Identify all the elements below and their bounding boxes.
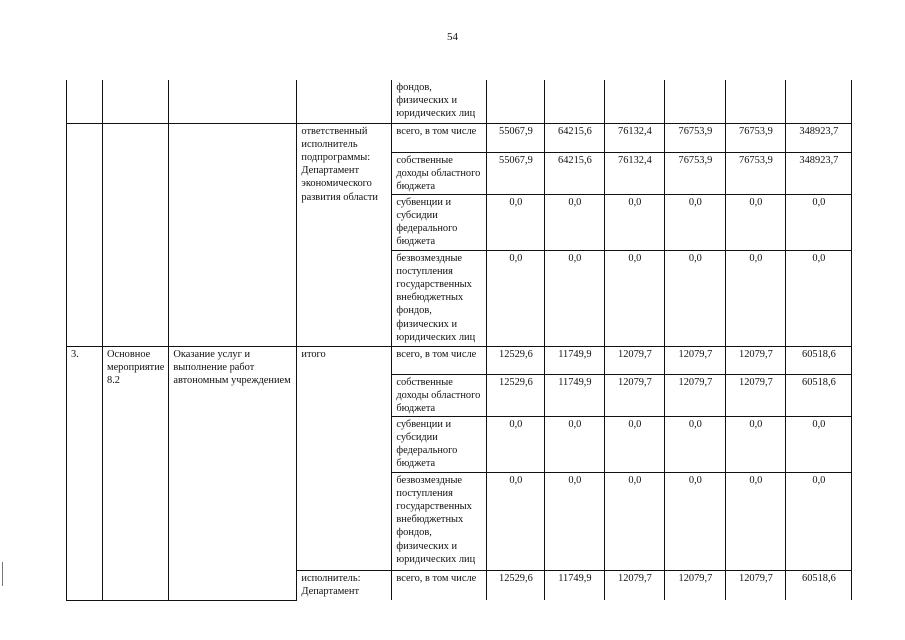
value-cell: 12529,6 — [487, 374, 545, 416]
source-cell: субвенции и субсидии федерального бюджета — [392, 416, 487, 472]
value-cell: 64215,6 — [545, 123, 605, 152]
value-cell — [665, 80, 726, 123]
executor-cell: исполнитель: Департамент — [297, 570, 392, 600]
value-cell: 0,0 — [665, 416, 726, 472]
value-cell: 0,0 — [605, 194, 665, 250]
value-cell: 0,0 — [786, 416, 852, 472]
value-cell: 0,0 — [726, 472, 786, 570]
value-cell: 12079,7 — [665, 346, 726, 374]
value-cell: 348923,7 — [786, 123, 852, 152]
table-row — [67, 123, 852, 152]
table-row-continuation — [67, 80, 852, 123]
page-number: 54 — [447, 31, 458, 43]
table-row — [67, 346, 852, 374]
source-cell: всего, в том числе — [392, 346, 487, 374]
value-cell: 0,0 — [726, 194, 786, 250]
value-cell: 0,0 — [786, 472, 852, 570]
value-cell: 12079,7 — [726, 374, 786, 416]
value-cell: 12079,7 — [605, 346, 665, 374]
value-cell: 0,0 — [726, 250, 786, 346]
scan-edge-mark — [2, 562, 7, 586]
source-cell: безвозмездные поступления государственных внебюджетных фондов, физических и юридических лиц — [392, 250, 487, 346]
value-cell: 64215,6 — [545, 152, 605, 194]
row-number-cell — [67, 123, 103, 346]
value-cell: 11749,9 — [545, 346, 605, 374]
value-cell: 12529,6 — [487, 570, 545, 600]
value-cell: 0,0 — [605, 416, 665, 472]
value-cell: 11749,9 — [545, 374, 605, 416]
value-cell — [545, 80, 605, 123]
value-cell: 0,0 — [605, 250, 665, 346]
value-cell: 76753,9 — [726, 152, 786, 194]
value-cell: 0,0 — [487, 250, 545, 346]
value-cell: 11749,9 — [545, 570, 605, 600]
value-cell: 0,0 — [665, 472, 726, 570]
executor-cell: ответственный исполнитель подпрограммы: Департамент экономического развития области — [297, 123, 392, 346]
value-cell: 0,0 — [545, 472, 605, 570]
executor-cell — [297, 80, 392, 123]
description-cell — [169, 123, 297, 346]
value-cell: 12079,7 — [605, 570, 665, 600]
value-cell: 55067,9 — [487, 123, 545, 152]
value-cell: 76753,9 — [726, 123, 786, 152]
source-cell: всего, в том числе — [392, 123, 487, 152]
value-cell — [726, 80, 786, 123]
description-cell: Оказание услуг и выполнение работ автономным учреждением — [169, 346, 297, 600]
value-cell: 0,0 — [545, 250, 605, 346]
source-cell: всего, в том числе — [392, 570, 487, 600]
value-cell: 0,0 — [487, 194, 545, 250]
value-cell: 60518,6 — [786, 570, 852, 600]
source-cell: субвенции и субсидии федерального бюджета — [392, 194, 487, 250]
value-cell: 12079,7 — [665, 570, 726, 600]
value-cell: 12079,7 — [726, 346, 786, 374]
measure-cell — [103, 123, 169, 346]
executor-cell: итого — [297, 346, 392, 570]
value-cell: 76753,9 — [665, 123, 726, 152]
value-cell — [786, 80, 852, 123]
value-cell: 0,0 — [545, 416, 605, 472]
value-cell: 0,0 — [786, 250, 852, 346]
value-cell — [487, 80, 545, 123]
value-cell: 0,0 — [545, 194, 605, 250]
row-number-cell — [67, 80, 103, 123]
value-cell: 0,0 — [487, 472, 545, 570]
description-cell — [169, 80, 297, 123]
value-cell: 0,0 — [605, 472, 665, 570]
row-number-cell: 3. — [67, 346, 103, 600]
value-cell: 60518,6 — [786, 346, 852, 374]
value-cell: 348923,7 — [786, 152, 852, 194]
value-cell — [605, 80, 665, 123]
value-cell: 76132,4 — [605, 123, 665, 152]
value-cell: 12079,7 — [726, 570, 786, 600]
value-cell: 0,0 — [665, 250, 726, 346]
source-cell: безвозмездные поступления государственных внебюджетных фондов, физических и юридических лиц — [392, 472, 487, 570]
value-cell: 0,0 — [726, 416, 786, 472]
source-cell: собственные доходы областного бюджета — [392, 374, 487, 416]
value-cell: 0,0 — [487, 416, 545, 472]
value-cell: 76753,9 — [665, 152, 726, 194]
value-cell: 12079,7 — [665, 374, 726, 416]
value-cell: 0,0 — [786, 194, 852, 250]
measure-cell — [103, 80, 169, 123]
value-cell: 12079,7 — [605, 374, 665, 416]
budget-table — [66, 80, 852, 601]
value-cell: 60518,6 — [786, 374, 852, 416]
value-cell: 76132,4 — [605, 152, 665, 194]
source-cell: фондов, физических и юридических лиц — [392, 80, 487, 123]
value-cell: 12529,6 — [487, 346, 545, 374]
value-cell: 0,0 — [665, 194, 726, 250]
value-cell: 55067,9 — [487, 152, 545, 194]
measure-cell: Основное мероприятие 8.2 — [103, 346, 169, 600]
source-cell: собственные доходы областного бюджета — [392, 152, 487, 194]
